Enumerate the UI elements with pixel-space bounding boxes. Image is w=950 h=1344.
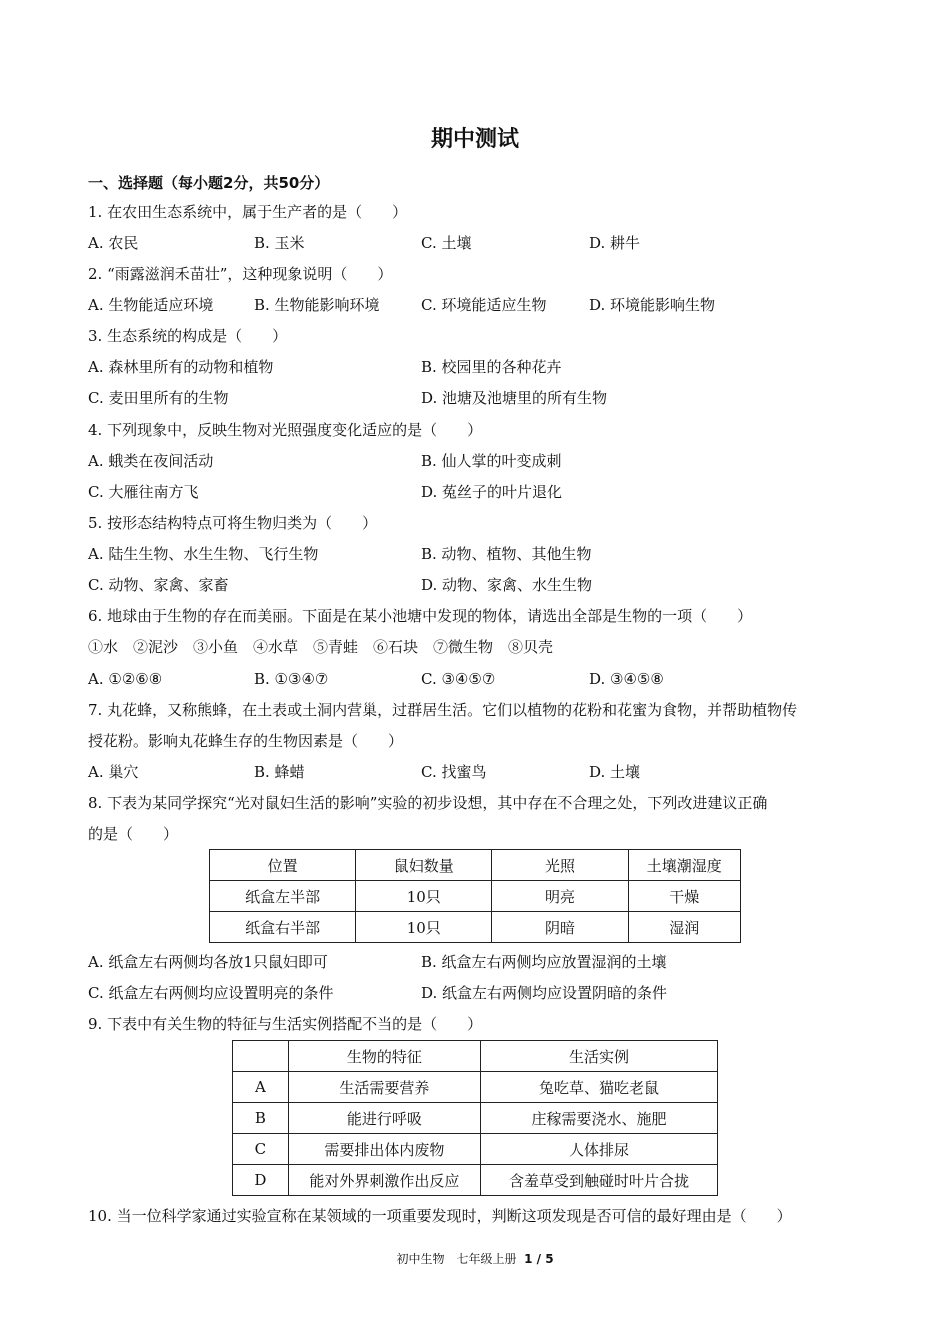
table-cell: 纸盒左半部: [210, 881, 356, 912]
table-cell: 庄稼需要浇水、施肥: [480, 1103, 717, 1134]
q1-option-d: D. 耕牛: [589, 234, 641, 252]
q6-option-d: D. ③④⑤⑧: [589, 670, 664, 688]
table-cell: 能对外界刺激作出反应: [288, 1165, 480, 1196]
q2-option-b: B. 生物能影响环境: [254, 296, 380, 314]
q9-table: [232, 1040, 718, 1196]
question-10: 10. 当一位科学家通过实验宣称在某领域的一项重要发现时，判断这项发现是否可信的最好理由是（ ）: [88, 1207, 792, 1225]
q7-option-b: B. 蜂蜡: [254, 763, 305, 781]
q8-option-a: A. 纸盒左右两侧均各放1只鼠妇即可: [88, 953, 328, 971]
page-title: 期中测试: [430, 127, 519, 152]
question-1: 1. 在农田生态系统中，属于生产者的是（ ）: [88, 203, 408, 221]
table-cell: 10只: [356, 912, 492, 943]
table-row: [233, 1165, 718, 1196]
q6-option-a: A. ①②⑥⑧: [88, 670, 163, 688]
q6-option-b: B. ①③④⑦: [254, 670, 329, 688]
table-cell: 湿润: [628, 912, 740, 943]
table-header-cell: 土壤潮湿度: [628, 850, 740, 881]
table-cell: 10只: [356, 881, 492, 912]
q2-option-a: A. 生物能适应环境: [88, 296, 214, 314]
table-cell: D: [233, 1165, 289, 1196]
q7-option-a: A. 巢穴: [88, 763, 139, 781]
question-8-line-1: 8. 下表为某同学探究“光对鼠妇生活的影响”实验的初步设想，其中存在不合理之处，下列改进建议正确: [88, 794, 768, 812]
footer-subject: 初中生物 七年级上册: [396, 1252, 517, 1266]
q2-option-d: D. 环境能影响生物: [589, 296, 716, 314]
q8-table: [209, 849, 741, 943]
q6-items: ①水 ②泥沙 ③小鱼 ④水草 ⑤青蛙 ⑥石块 ⑦微生物 ⑧贝壳: [88, 638, 554, 656]
question-7-line-1: 7. 丸花蜂，又称熊蜂，在土表或土洞内营巢，过群居生活。它们以植物的花粉和花蜜为食物，并帮助植物传: [88, 701, 798, 719]
table-cell: A: [233, 1072, 289, 1103]
q8-option-d: D. 纸盒左右两侧均应设置阴暗的条件: [421, 984, 668, 1002]
section-heading: 一、选择题（每小题2分，共50分）: [88, 174, 330, 192]
table-cell: 生活需要营养: [288, 1072, 480, 1103]
table-row: [233, 1134, 718, 1165]
question-7-line-2: 授花粉。影响丸花蜂生存的生物因素是（ ）: [88, 732, 404, 750]
question-3: 3. 生态系统的构成是（ ）: [88, 327, 288, 345]
table-cell: 含羞草受到触碰时叶片合拢: [480, 1165, 717, 1196]
table-cell: 明亮: [492, 881, 628, 912]
table-cell: 需要排出体内废物: [288, 1134, 480, 1165]
table-cell: 阴暗: [492, 912, 628, 943]
q1-option-b: B. 玉米: [254, 234, 305, 252]
question-2: 2. “雨露滋润禾苗壮”，这种现象说明（ ）: [88, 265, 393, 283]
table-cell: 兔吃草、猫吃老鼠: [480, 1072, 717, 1103]
q5-option-b: B. 动物、植物、其他生物: [421, 545, 592, 563]
question-6: 6. 地球由于生物的存在而美丽。下面是在某小池塘中发现的物体，请选出全部是生物的一项（ ）: [88, 607, 753, 625]
q3-option-b: B. 校园里的各种花卉: [421, 358, 562, 376]
question-5: 5. 按形态结构特点可将生物归类为（ ）: [88, 514, 378, 532]
q3-option-a: A. 森林里所有的动物和植物: [88, 358, 274, 376]
q7-option-d: D. 土壤: [589, 763, 641, 781]
table-header-cell: [233, 1041, 289, 1072]
q8-option-c: C. 纸盒左右两侧均应设置明亮的条件: [88, 984, 334, 1002]
q4-option-c: C. 大雁往南方飞: [88, 483, 199, 501]
table-cell: 人体排尿: [480, 1134, 717, 1165]
q5-option-a: A. 陆生生物、水生生物、飞行生物: [88, 545, 319, 563]
table-header-cell: 生活实例: [480, 1041, 717, 1072]
q3-option-c: C. 麦田里所有的生物: [88, 389, 229, 407]
q5-option-c: C. 动物、家禽、家畜: [88, 576, 229, 594]
table-header-row: [233, 1041, 718, 1072]
table-cell: 干燥: [628, 881, 740, 912]
q4-option-d: D. 菟丝子的叶片退化: [421, 483, 563, 501]
table-header-cell: 鼠妇数量: [356, 850, 492, 881]
table-cell: C: [233, 1134, 289, 1165]
q8-option-b: B. 纸盒左右两侧均应放置湿润的土壤: [421, 953, 667, 971]
question-9: 9. 下表中有关生物的特征与生活实例搭配不当的是（ ）: [88, 1015, 483, 1033]
q1-option-a: A. 农民: [88, 234, 139, 252]
q7-option-c: C. 找蜜鸟: [421, 763, 487, 781]
table-row: [233, 1103, 718, 1134]
page-footer: [0, 1250, 950, 1267]
question-4: 4. 下列现象中，反映生物对光照强度变化适应的是（ ）: [88, 421, 483, 439]
table-header-cell: 生物的特征: [288, 1041, 480, 1072]
table-row: [233, 1072, 718, 1103]
q1-option-c: C. 土壤: [421, 234, 472, 252]
q5-option-d: D. 动物、家禽、水生生物: [421, 576, 593, 594]
q4-option-b: B. 仙人掌的叶变成刺: [421, 452, 562, 470]
table-row: [210, 881, 741, 912]
q4-option-a: A. 蛾类在夜间活动: [88, 452, 214, 470]
table-cell: B: [233, 1103, 289, 1134]
table-cell: 能进行呼吸: [288, 1103, 480, 1134]
table-row: [210, 912, 741, 943]
question-8-line-2: 的是（ ）: [88, 825, 179, 843]
table-header-cell: 位置: [210, 850, 356, 881]
page-number: 1 / 5: [524, 1252, 554, 1266]
q3-option-d: D. 池塘及池塘里的所有生物: [421, 389, 608, 407]
table-header-cell: 光照: [492, 850, 628, 881]
q2-option-c: C. 环境能适应生物: [421, 296, 547, 314]
q6-option-c: C. ③④⑤⑦: [421, 670, 496, 688]
table-cell: 纸盒右半部: [210, 912, 356, 943]
table-header-row: [210, 850, 741, 881]
